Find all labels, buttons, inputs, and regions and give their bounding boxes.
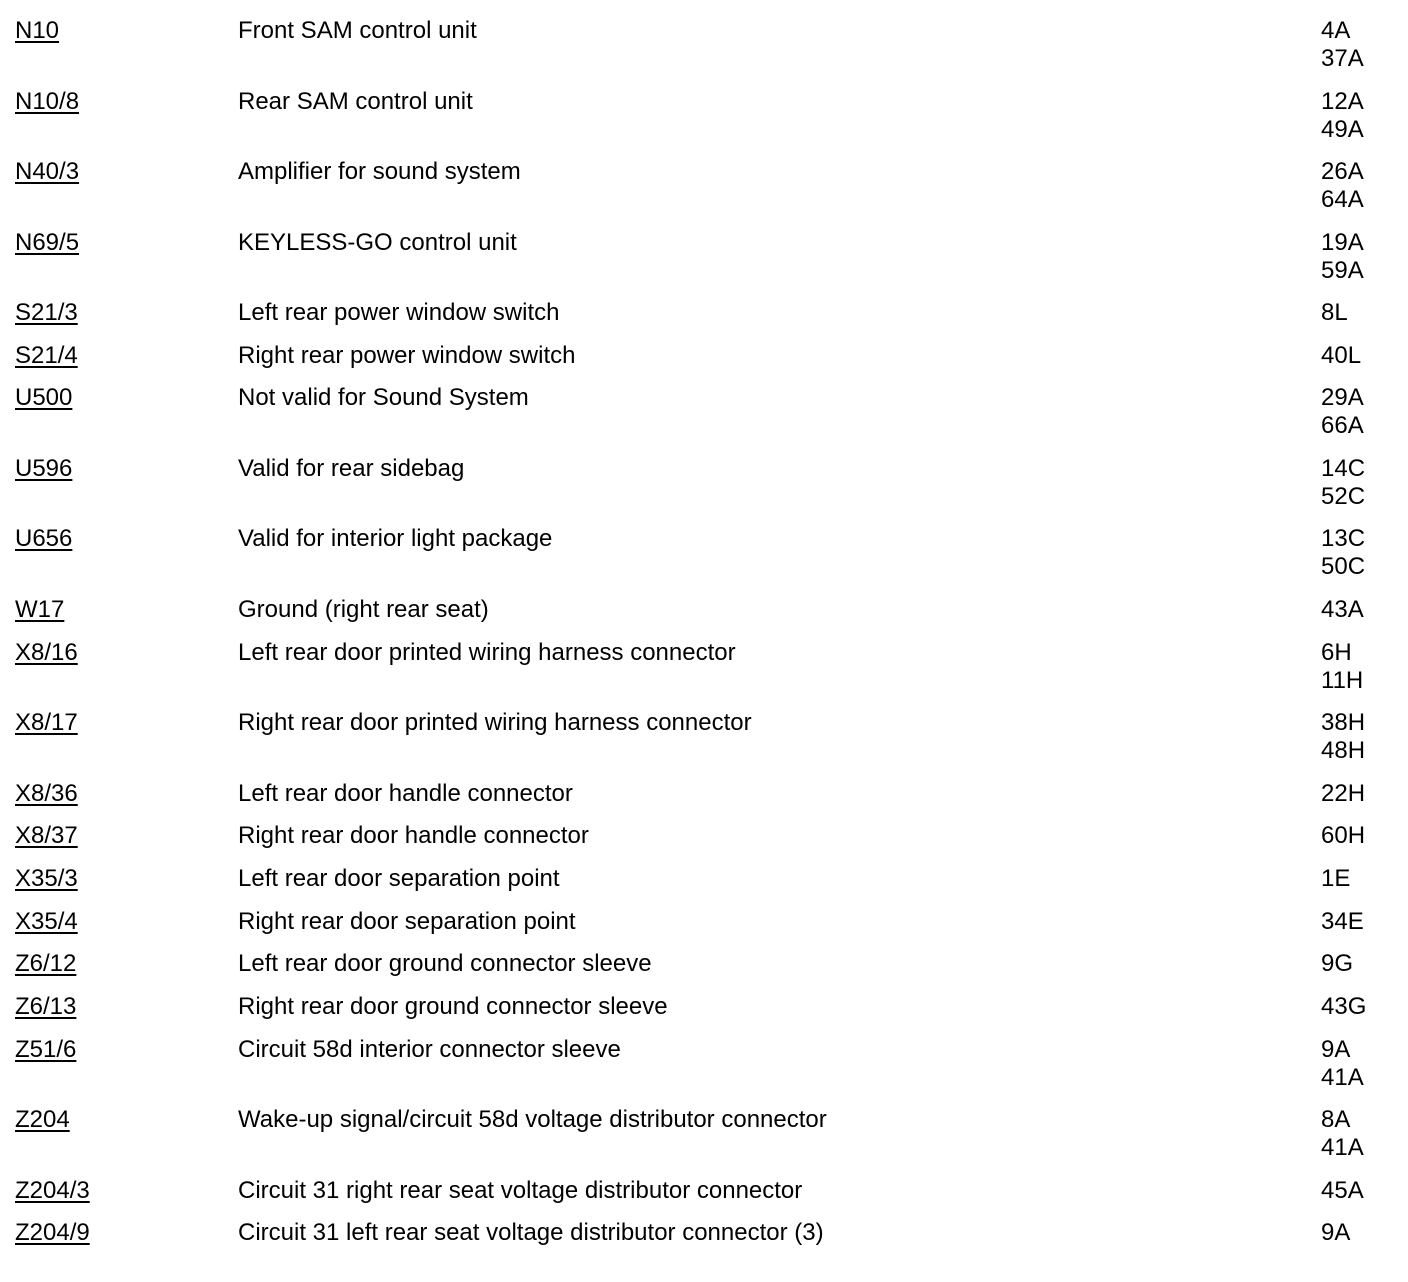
component-code-link[interactable]: U656 (15, 525, 73, 553)
component-description: Left rear power window switch (238, 299, 560, 326)
grid-location: 12A (1321, 87, 1364, 115)
component-description: Left rear door handle connector (238, 779, 573, 807)
component-description: Ground (right rear seat) (238, 595, 489, 623)
grid-location: 37A (1321, 45, 1364, 72)
component-code-link[interactable]: X8/37 (15, 822, 78, 850)
legend-row (0, 822, 1408, 865)
legend-row (0, 342, 1408, 385)
legend-row (0, 525, 1408, 596)
grid-location: 1E (1321, 864, 1351, 892)
component-code-link[interactable]: N40/3 (15, 158, 80, 185)
component-code-link[interactable]: Z6/13 (15, 993, 77, 1020)
grid-location: 43A (1321, 595, 1364, 623)
grid-locations (1321, 639, 1408, 695)
legend-row (0, 17, 1408, 88)
component-code-link[interactable]: S21/4 (15, 341, 78, 369)
grid-locations (1321, 455, 1408, 511)
legend-row (0, 709, 1408, 780)
grid-locations (1321, 1219, 1408, 1247)
component-code-link[interactable]: N69/5 (15, 228, 80, 256)
grid-location: 29A (1321, 384, 1364, 412)
grid-location: 19A (1321, 228, 1364, 256)
legend-row (0, 384, 1408, 455)
legend-row (0, 229, 1408, 300)
grid-location: 38H (1321, 709, 1366, 737)
grid-location: 4A (1321, 17, 1351, 44)
grid-locations (1321, 17, 1408, 73)
component-description: Right rear door separation point (238, 907, 576, 935)
grid-locations (1321, 88, 1408, 144)
grid-location: 8A (1321, 1106, 1351, 1134)
grid-location: 45A (1321, 1176, 1364, 1204)
grid-location: 60H (1321, 822, 1366, 850)
grid-locations (1321, 596, 1408, 624)
grid-location: 40L (1321, 341, 1362, 369)
component-description: Wake-up signal/circuit 58d voltage distributor connector (238, 1106, 827, 1134)
grid-location: 34E (1321, 907, 1364, 935)
legend-row (0, 158, 1408, 229)
component-description: Valid for rear sidebag (238, 454, 465, 482)
grid-location: 6H (1321, 638, 1352, 666)
component-description: KEYLESS-GO control unit (238, 228, 517, 256)
grid-locations (1321, 342, 1408, 370)
legend-row (0, 1219, 1408, 1262)
grid-location: 9A (1321, 1219, 1351, 1247)
grid-locations (1321, 1106, 1408, 1162)
legend-row (0, 1036, 1408, 1107)
component-description: Right rear door ground connector sleeve (238, 993, 668, 1020)
component-description: Rear SAM control unit (238, 87, 473, 115)
component-code-link[interactable]: Z6/12 (15, 950, 77, 978)
component-code-link[interactable]: X35/4 (15, 907, 78, 935)
component-code-link[interactable]: U500 (15, 384, 73, 412)
grid-locations (1321, 709, 1408, 765)
grid-locations (1321, 384, 1408, 440)
component-description: Left rear door separation point (238, 864, 560, 892)
grid-location: 14C (1321, 454, 1366, 482)
component-description: Right rear door printed wiring harness connector (238, 709, 752, 737)
component-description: Circuit 58d interior connector sleeve (238, 1035, 621, 1063)
component-code-link[interactable]: N10 (15, 17, 60, 44)
legend-row (0, 639, 1408, 710)
grid-locations (1321, 158, 1408, 214)
grid-location: 66A (1321, 412, 1364, 440)
component-description: Left rear door printed wiring harness connector (238, 638, 736, 666)
grid-location: 64A (1321, 186, 1364, 213)
grid-locations (1321, 229, 1408, 285)
legend-row (0, 596, 1408, 639)
component-code-link[interactable]: Z204/3 (15, 1176, 90, 1204)
component-description: Right rear power window switch (238, 341, 576, 369)
grid-locations (1321, 1036, 1408, 1092)
grid-location: 13C (1321, 525, 1366, 553)
grid-locations (1321, 993, 1408, 1021)
component-description: Valid for interior light package (238, 525, 553, 553)
component-code-link[interactable]: Z204/9 (15, 1219, 90, 1247)
legend-row (0, 908, 1408, 951)
legend-row (0, 780, 1408, 823)
grid-location: 26A (1321, 158, 1364, 185)
component-description: Not valid for Sound System (238, 384, 529, 412)
component-code-link[interactable]: X35/3 (15, 864, 78, 892)
grid-location: 9A (1321, 1035, 1351, 1063)
grid-locations (1321, 780, 1408, 808)
grid-locations (1321, 525, 1408, 581)
grid-location: 11H (1321, 666, 1364, 694)
component-description: Circuit 31 right rear seat voltage distributor connector (238, 1176, 803, 1204)
component-code-link[interactable]: X8/16 (15, 638, 78, 666)
legend-row (0, 455, 1408, 526)
legend-row (0, 1106, 1408, 1177)
legend-row (0, 993, 1408, 1036)
component-code-link[interactable]: S21/3 (15, 299, 78, 326)
component-code-link[interactable]: U596 (15, 454, 73, 482)
grid-location: 22H (1321, 779, 1366, 807)
component-code-link[interactable]: X8/36 (15, 779, 78, 807)
grid-location: 50C (1321, 553, 1366, 581)
component-code-link[interactable]: N10/8 (15, 87, 80, 115)
grid-location: 49A (1321, 115, 1364, 143)
grid-location: 52C (1321, 482, 1366, 510)
legend-row (0, 950, 1408, 993)
grid-location: 9G (1321, 950, 1354, 978)
grid-locations (1321, 908, 1408, 936)
component-code-link[interactable]: X8/17 (15, 709, 78, 737)
component-description: Circuit 31 left rear seat voltage distributor connector (3) (238, 1219, 824, 1247)
grid-location: 8L (1321, 299, 1348, 326)
legend-row (0, 299, 1408, 342)
grid-locations (1321, 950, 1408, 978)
component-description: Amplifier for sound system (238, 158, 521, 185)
component-description: Right rear door handle connector (238, 822, 589, 850)
legend-row (0, 1177, 1408, 1220)
grid-location: 41A (1321, 1063, 1364, 1091)
grid-location: 41A (1321, 1134, 1364, 1162)
component-description: Left rear door ground connector sleeve (238, 950, 652, 978)
component-code-link[interactable]: Z204 (15, 1106, 70, 1134)
component-description: Front SAM control unit (238, 17, 477, 44)
grid-location: 59A (1321, 256, 1364, 284)
legend-row (0, 865, 1408, 908)
grid-locations (1321, 299, 1408, 327)
legend-row (0, 88, 1408, 159)
grid-location: 48H (1321, 737, 1366, 765)
component-code-link[interactable]: W17 (15, 595, 65, 623)
grid-locations (1321, 1177, 1408, 1205)
component-code-link[interactable]: Z51/6 (15, 1035, 77, 1063)
grid-locations (1321, 865, 1408, 893)
grid-locations (1321, 822, 1408, 850)
component-legend-table (0, 17, 1408, 1262)
grid-location: 43G (1321, 993, 1367, 1020)
